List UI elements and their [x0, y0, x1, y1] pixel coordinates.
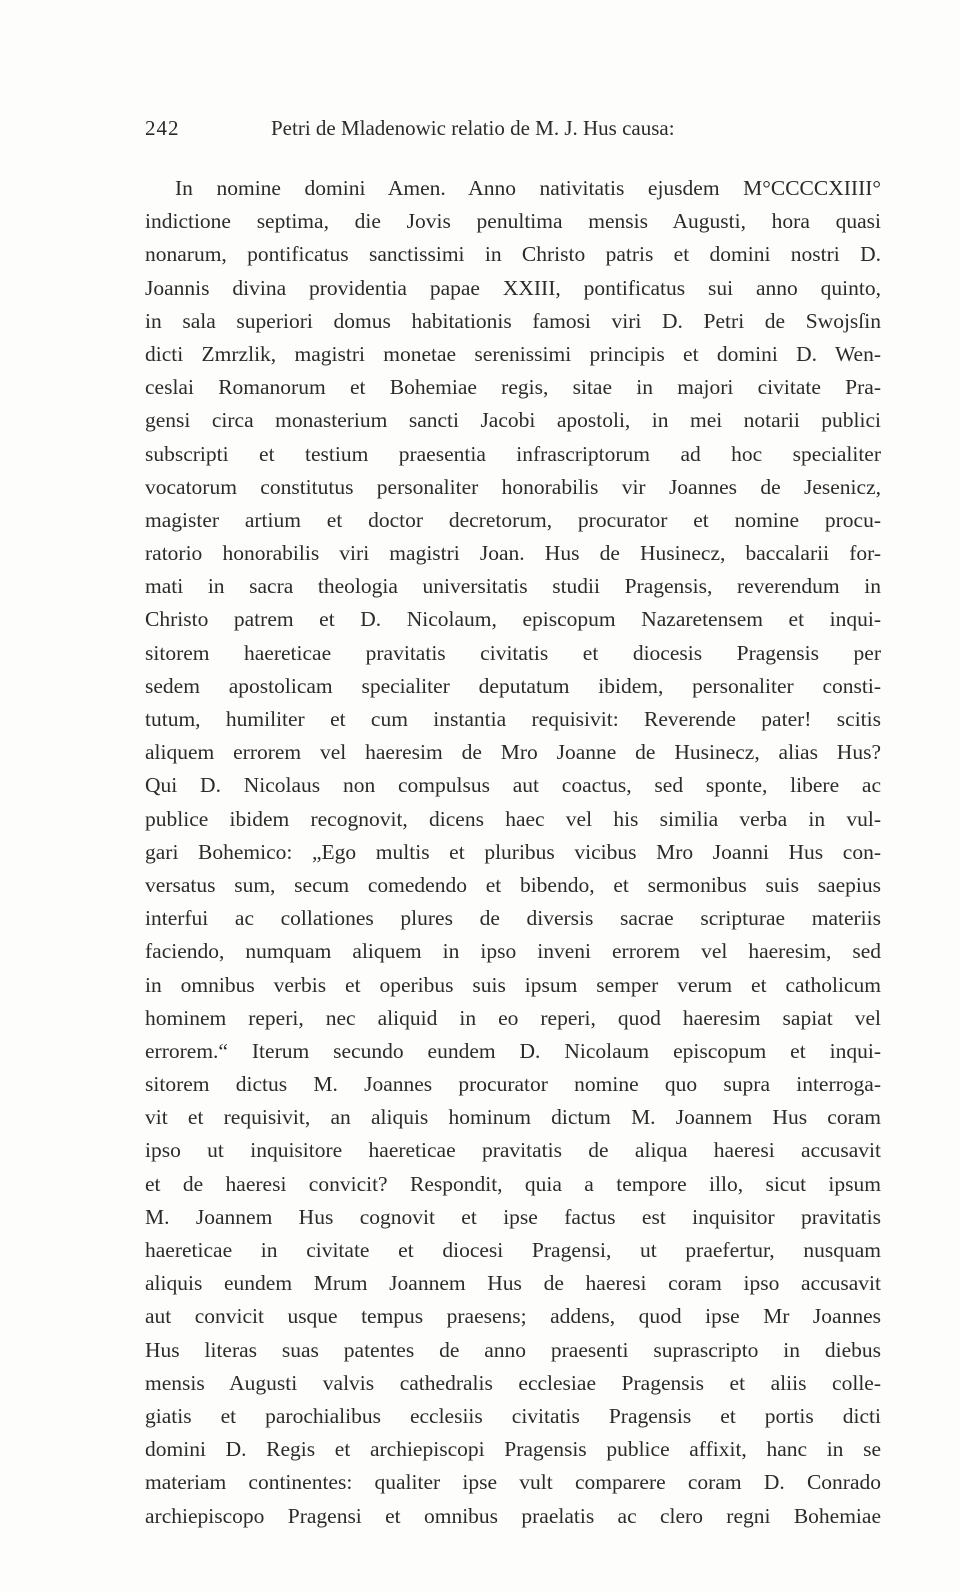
- text-line: Qui D. Nicolaus non compulsus aut coactus, sed sponte, libere ac: [145, 773, 881, 798]
- text-line: vocatorum constitutus personaliter honorabilis vir Joannes de Jesenicz,: [145, 474, 881, 499]
- corner-speck: [4, 80, 16, 86]
- running-title: Petri de Mladenowic relatio de M. J. Hus causa:: [271, 116, 675, 140]
- text-line: Christo patrem et D. Nicolaum, episcopum Nazaretensem et inqui-: [145, 607, 881, 632]
- text-line: ceslai Romanorum et Bohemiae regis, sitae in majori civitate Pra-: [145, 375, 881, 400]
- text-line: materiam continentes: qualiter ipse vult comparere coram D. Conrado: [145, 1470, 881, 1495]
- text-line: indictione septima, die Jovis penultima mensis Augusti, hora quasi: [145, 209, 881, 234]
- text-line: gensi circa monasterium sancti Jacobi apostoli, in mei notarii publici: [145, 408, 881, 433]
- running-head: [145, 112, 765, 144]
- text-line: In nomine domini Amen. Anno nativitatis ejusdem M°CCCCXIIII°: [175, 176, 881, 200]
- text-line: errorem.“ Iterum secundo eundem D. Nicolaum episcopum et inqui-: [145, 1038, 881, 1063]
- text-line: M. Joannem Hus cognovit et ipse factus est inquisitor pravitatis: [145, 1204, 881, 1229]
- text-line: subscripti et testium praesentia infrascriptorum ad hoc specialiter: [145, 441, 881, 466]
- text-line: et de haeresi convicit? Respondit, quia a tempore illo, sicut ipsum: [145, 1171, 881, 1196]
- text-line: archiepiscopo Pragensi et omnibus praelatis ac clero regni Bohemiae: [145, 1503, 881, 1528]
- text-line: Hus literas suas patentes de anno praesenti suprascripto in diebus: [145, 1337, 881, 1362]
- text-line: vit et requisivit, an aliquis hominum dictum M. Joannem Hus coram: [145, 1105, 881, 1130]
- page-number: 242: [145, 116, 180, 140]
- text-line: ipso ut inquisitore haereticae pravitatis de aliqua haeresi accusavit: [145, 1138, 881, 1163]
- text-line: domini D. Regis et archiepiscopi Pragensis publice affixit, hanc in se: [145, 1437, 881, 1462]
- text-line: ratorio honorabilis viri magistri Joan. Hus de Husinecz, baccalarii for-: [145, 541, 881, 566]
- text-line: hominem reperi, nec aliquid in eo reperi, quod haeresim sapiat vel: [145, 1005, 881, 1030]
- text-line: aliquis eundem Mrum Joannem Hus de haeresi coram ipso accusavit: [145, 1271, 881, 1296]
- text-line: versatus sum, secum comedendo et bibendo, et sermonibus suis saepius: [145, 872, 881, 897]
- text-line: haereticae in civitate et diocesi Pragensi, ut praefertur, nusquam: [145, 1238, 881, 1262]
- text-line: giatis et parochialibus ecclesiis civitatis Pragensis et portis dicti: [145, 1403, 881, 1428]
- text-line: gari Bohemico: „Ego multis et pluribus vicibus Mro Joanni Hus con-: [145, 839, 881, 864]
- text-line: in omnibus verbis et operibus suis ipsum semper verum et catholicum: [145, 972, 881, 997]
- text-line: tutum, humiliter et cum instantia requisivit: Reverende pater! scitis: [145, 707, 881, 731]
- text-line: aliquem errorem vel haeresim de Mro Joanne de Husinecz, alias Hus?: [145, 740, 881, 765]
- text-line: sedem apostolicam specialiter deputatum ibidem, personaliter consti-: [145, 673, 881, 698]
- text-line: aut convicit usque tempus praesens; addens, quod ipse Mr Joannes: [145, 1304, 881, 1329]
- text-line: in sala superiori domus habitationis famosi viri D. Petri de Swojsſin: [145, 308, 881, 333]
- text-line: mati in sacra theologia universitatis studii Pragensis, reverendum in: [145, 574, 881, 599]
- body-text: [145, 172, 881, 1533]
- text-line: sitorem haereticae pravitatis civitatis et diocesis Pragensis per: [145, 640, 881, 665]
- text-line: sitorem dictus M. Joannes procurator nomine quo supra interroga-: [145, 1072, 881, 1097]
- text-line: publice ibidem recognovit, dicens haec vel his similia verba in vul-: [145, 806, 881, 831]
- text-line: mensis Augusti valvis cathedralis ecclesiae Pragensis et aliis colle-: [145, 1370, 881, 1395]
- text-line: nonarum, pontificatus sanctissimi in Christo patris et domini nostri D.: [145, 242, 881, 267]
- text-line: Joannis divina providentia papae XXIII, pontificatus sui anno quinto,: [145, 275, 881, 300]
- text-line: faciendo, numquam aliquem in ipso inveni errorem vel haeresim, sed: [145, 939, 881, 964]
- text-line: interfui ac collationes plures de diversis sacrae scripturae materiis: [145, 906, 881, 931]
- text-line: magister artium et doctor decretorum, procurator et nomine procu-: [145, 507, 881, 532]
- text-line: dicti Zmrzlik, magistri monetae serenissimi principis et domini D. Wen-: [145, 341, 881, 366]
